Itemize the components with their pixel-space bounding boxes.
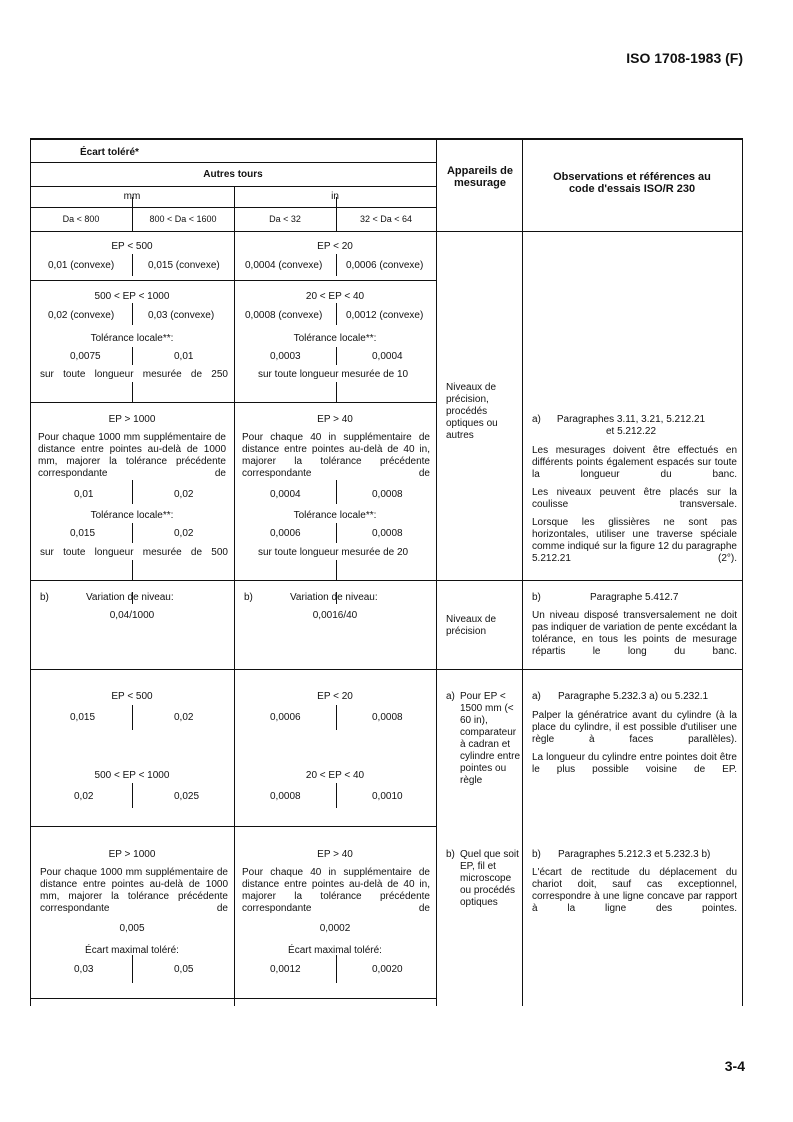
s1-obs-ref: Paragraphes 3.11, 3.21, 5.212.21 et 5.212.22 <box>556 414 706 437</box>
s4-right-title: EP > 40 <box>317 849 353 860</box>
s2-obs-label: b) <box>532 592 541 603</box>
s1-r2-right-title: 20 < EP < 40 <box>305 291 365 302</box>
s1-r3-right-len: sur toute longueur mesurée de 20 <box>258 547 409 558</box>
s4-instrument-label: b) <box>446 849 455 860</box>
s4-right-text: Pour chaque 40 in supplémentaire de distance entre pointes au-delà de 40 in, majorer la tolérance précédente correspondante de <box>242 867 430 914</box>
s4-left-m1: 0,03 <box>74 964 94 975</box>
s4-right-max: Écart maximal toléré: <box>288 945 382 956</box>
s3-r2-right-title: 20 < EP < 40 <box>305 770 365 781</box>
s2-left-title: Variation de niveau: <box>86 592 174 603</box>
s4-left-text: Pour chaque 1000 mm supplémentaire de distance entre pointes au-delà de 1000 mm, majorer la tolérance précédente correspondante de <box>40 867 228 914</box>
s1-r1-left-v1: 0,01 (convexe) <box>48 260 115 271</box>
s1-r3-right-v2: 0,0008 <box>372 489 403 500</box>
s1-r2-left-l2: 0,01 <box>174 351 194 362</box>
s1-obs-body <box>532 445 737 565</box>
s2-obs-ref: Paragraphe 5.412.7 <box>590 592 679 603</box>
s4-obs-label: b) <box>532 849 541 860</box>
s2-instrument: Niveaux de précision <box>446 614 497 637</box>
heading-in: in <box>331 191 339 202</box>
s3-obs-body <box>532 710 737 776</box>
s1-r3-left-l2: 0,02 <box>174 528 194 539</box>
page-number: 3-4 <box>724 1058 745 1074</box>
s2-left-value: 0,04/1000 <box>109 610 155 621</box>
s1-r3-left-v2: 0,02 <box>174 489 194 500</box>
s4-right-m1: 0,0012 <box>270 964 301 975</box>
s3-r1-right-v1: 0,0006 <box>270 712 301 723</box>
s3-r1-left-v1: 0,015 <box>70 712 96 723</box>
s3-r2-right-v1: 0,0008 <box>270 791 301 802</box>
s3-r1-left-v2: 0,02 <box>174 712 194 723</box>
s3-instrument-label: a) <box>446 691 455 702</box>
s1-r2-left-title: 500 < EP < 1000 <box>94 291 170 302</box>
s3-r2-left-v2: 0,025 <box>174 791 200 802</box>
s4-right-m2: 0,0020 <box>372 964 403 975</box>
s1-r3-left-v1: 0,01 <box>74 489 94 500</box>
s1-obs-p2: Les niveaux peuvent être placés sur la coulisse transversale. <box>532 487 737 510</box>
s1-r3-right-v1: 0,0004 <box>270 489 301 500</box>
sub-in-1: Da < 32 <box>269 214 301 224</box>
s1-obs-p1: Les mesurages doivent être effectués en différents points également espacés sur toute la longueur du banc. <box>532 445 737 480</box>
s1-r1-right-v1: 0,0004 (convexe) <box>245 260 323 271</box>
s1-r3-left-text: Pour chaque 1000 mm supplémentaire de distance entre pointes au-delà de 1000 mm, majorer la tolérance précédente correspondante de <box>38 432 226 479</box>
s1-r2-left-l1: 0,0075 <box>70 351 101 362</box>
s3-r2-left-v1: 0,02 <box>74 791 94 802</box>
s3-r2-left-title: 500 < EP < 1000 <box>94 770 170 781</box>
s1-r2-right-v1: 0,0008 (convexe) <box>245 310 323 321</box>
s3-obs-label: a) <box>532 691 541 702</box>
s3-obs-p2: La longueur du cylindre entre pointes doit être le plus possible voisine de EP. <box>532 752 737 775</box>
heading-mm: mm <box>123 191 141 202</box>
s4-right-value: 0,0002 <box>319 923 351 934</box>
s1-r3-right-text: Pour chaque 40 in supplémentaire de distance entre pointes au-delà de 40 in, majorer la tolérance précédente correspondante de <box>242 432 430 479</box>
s4-left-max: Écart maximal toléré: <box>85 945 179 956</box>
s1-r3-right-title: EP > 40 <box>317 414 353 425</box>
s4-left-title: EP > 1000 <box>108 849 156 860</box>
s3-r1-right-title: EP < 20 <box>317 691 353 702</box>
s3-r1-right-v2: 0,0008 <box>372 712 403 723</box>
s1-r1-right-title: EP < 20 <box>317 241 353 252</box>
s3-instrument: Pour EP < 1500 mm (< 60 in), comparateur à cadran et cylindre entre pointes ou règle <box>460 691 521 786</box>
s4-obs-ref: Paragraphes 5.212.3 et 5.232.3 b) <box>558 849 711 860</box>
s4-instrument: Quel que soit EP, fil et microscope ou procédés optiques <box>460 849 519 908</box>
s1-r3-right-local: Tolérance locale**: <box>293 510 377 521</box>
s2-obs-text: Un niveau disposé transversalement ne doit pas indiquer de variation de pente excédant la tolérance, en tous les points de mesurage répartis le long du banc. <box>532 610 737 657</box>
s2-obs-body <box>532 610 737 658</box>
s1-r3-right-l2: 0,0008 <box>372 528 403 539</box>
s2-right-value: 0,0016/40 <box>312 610 358 621</box>
heading-other-lathes: Autres tours <box>203 169 263 180</box>
s1-r2-right-l2: 0,0004 <box>372 351 403 362</box>
s1-r2-left-v1: 0,02 (convexe) <box>48 310 115 321</box>
s1-instrument: Niveaux de précision, procédés optiques ou autres <box>446 382 498 441</box>
s1-r2-right-local: Tolérance locale**: <box>293 333 377 344</box>
standard-reference: ISO 1708-1983 (F) <box>626 50 743 66</box>
s1-obs-p3: Lorsque les glissières ne sont pas horizontales, utiliser une traverse spéciale comme indiqué sur la figure 12 du paragraphe 5.212.21 (2°). <box>532 517 737 564</box>
s4-left-value: 0,005 <box>119 923 145 934</box>
s1-r2-right-len: sur toute longueur mesurée de 10 <box>258 369 409 380</box>
s3-r2-right-v2: 0,0010 <box>372 791 403 802</box>
sub-mm-1: Da < 800 <box>62 214 100 224</box>
s1-r1-right-v2: 0,0006 (convexe) <box>346 260 424 271</box>
s1-r3-left-l1: 0,015 <box>70 528 96 539</box>
s1-r3-left-len: sur toute longueur mesurée de 500 <box>40 547 228 558</box>
s3-obs-p1: Palper la génératrice avant du cylindre (à la place du cylindre, il est possible d'utiliser une règle à faces parallèles). <box>532 710 737 745</box>
s1-r3-right-l1: 0,0006 <box>270 528 301 539</box>
s1-r3-left-local: Tolérance locale**: <box>90 510 174 521</box>
s1-obs-label: a) <box>532 414 541 425</box>
s3-obs-ref: Paragraphe 5.232.3 a) ou 5.232.1 <box>558 691 709 702</box>
sub-in-2: 32 < Da < 64 <box>359 214 413 224</box>
s4-left-m2: 0,05 <box>174 964 194 975</box>
s2-right-title: Variation de niveau: <box>290 592 378 603</box>
s1-r1-left-v2: 0,015 (convexe) <box>148 260 220 271</box>
s2-right-label: b) <box>244 592 253 603</box>
s1-r2-left-len: sur toute longueur mesurée de 250 <box>40 369 228 380</box>
s3-r1-left-title: EP < 500 <box>111 691 153 702</box>
heading-instruments: Appareils de mesurage <box>446 165 514 189</box>
sub-mm-2: 800 < Da < 1600 <box>149 214 217 224</box>
s1-r2-left-v2: 0,03 (convexe) <box>148 310 215 321</box>
s1-r2-left-local: Tolérance locale**: <box>90 333 174 344</box>
heading-tolerance: Écart toléré* <box>80 147 139 158</box>
heading-observations: Observations et références au code d'essais ISO/R 230 <box>553 171 711 195</box>
s1-r2-right-v2: 0,0012 (convexe) <box>346 310 424 321</box>
s4-obs-body <box>532 867 737 915</box>
s1-r1-left-title: EP < 500 <box>111 241 153 252</box>
s4-obs-text: L'écart de rectitude du déplacement du chariot doit, sauf cas exceptionnel, correspondre à une ligne concave par rapport à la ligne des pointes. <box>532 867 737 914</box>
s1-r3-left-title: EP > 1000 <box>108 414 156 425</box>
s2-left-label: b) <box>40 592 49 603</box>
s1-r2-right-l1: 0,0003 <box>270 351 301 362</box>
